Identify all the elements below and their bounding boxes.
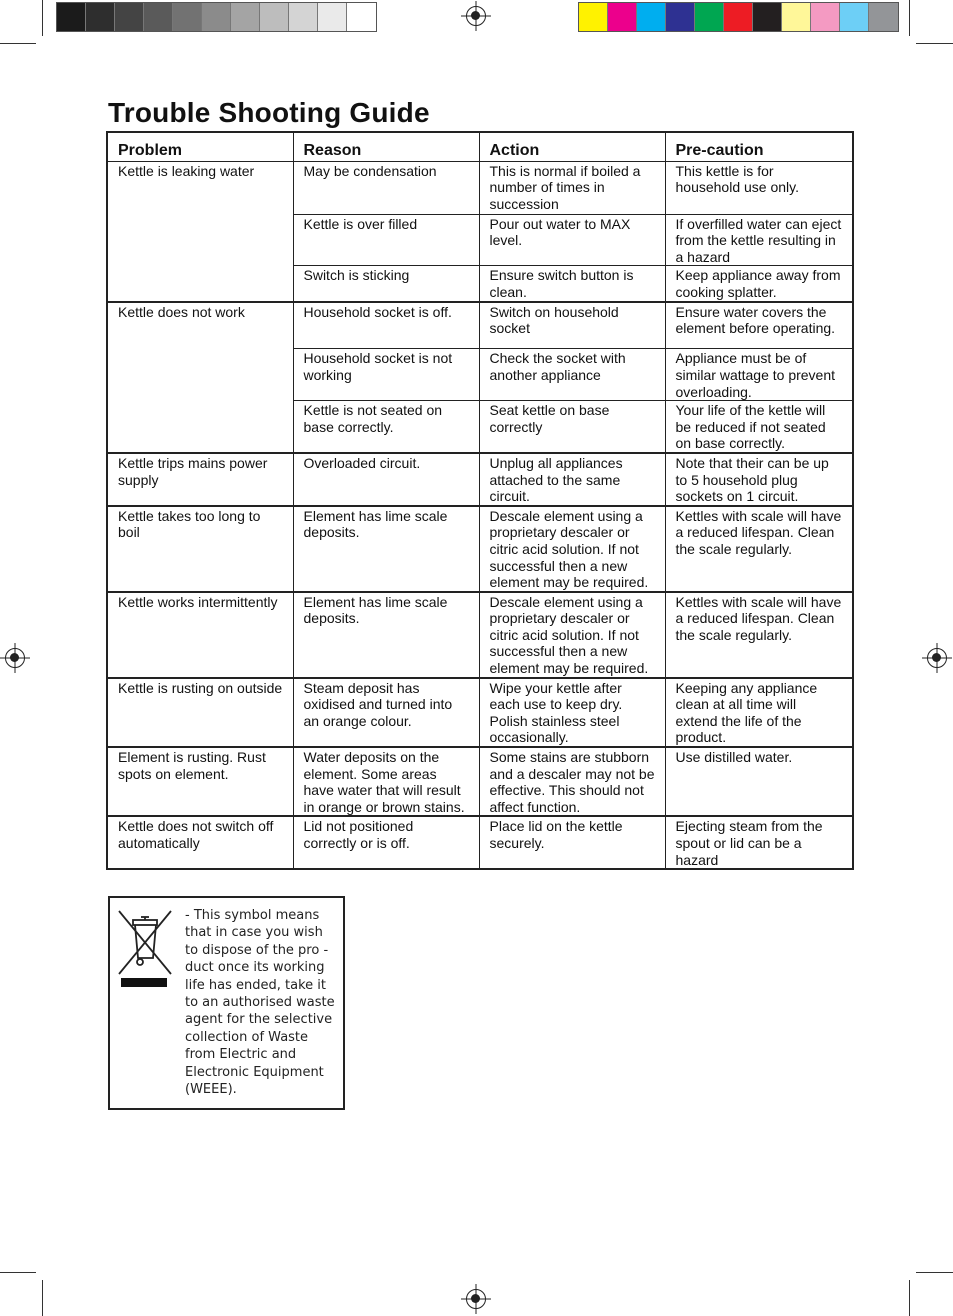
- color-swatch: [869, 3, 898, 31]
- registration-mark-icon: [5, 648, 25, 668]
- crop-mark: [916, 1272, 953, 1273]
- registration-mark-icon: [466, 1289, 486, 1309]
- reason-cell: Overloaded circuit.: [293, 453, 479, 506]
- color-swatch: [840, 3, 869, 31]
- table-row: [107, 161, 853, 214]
- problem-cell: Kettle does not switch off automatically: [107, 816, 293, 869]
- reason-cell: Water deposits on the element. Some areas have water that will result in orange or brown stains.: [293, 747, 479, 816]
- column-header-problem: Problem: [107, 132, 293, 161]
- color-swatch: [695, 3, 724, 31]
- weee-notice-box: [108, 896, 345, 1110]
- problem-cell: Kettle is leaking water: [107, 161, 293, 302]
- action-cell: Wipe your kettle after each use to keep dry. Polish stainless steel occasionally.: [479, 678, 665, 747]
- precaution-cell: Note that their can be up to 5 household plug sockets on 1 circuit.: [665, 453, 853, 506]
- color-swatch: [289, 3, 318, 31]
- crop-mark: [909, 1280, 910, 1316]
- color-swatch: [318, 3, 347, 31]
- precaution-cell: Use distilled water.: [665, 747, 853, 816]
- reason-cell: Steam deposit has oxidised and turned into an orange colour.: [293, 678, 479, 747]
- problem-cell: Kettle is rusting on outside: [107, 678, 293, 747]
- precaution-cell: Your life of the kettle will be reduced if not seated on base correctly.: [665, 401, 853, 453]
- action-cell: Pour out water to MAX level.: [479, 214, 665, 266]
- precaution-cell: Kettles with scale will have a reduced lifespan. Clean the scale regularly.: [665, 592, 853, 678]
- color-swatch: [57, 3, 86, 31]
- weee-bar-icon: [121, 978, 167, 987]
- column-header-action: Action: [479, 132, 665, 161]
- color-swatch: [637, 3, 666, 31]
- action-cell: Descale element using a proprietary descaler or citric acid solution. If not successful then a new element may be required.: [479, 506, 665, 592]
- reason-cell: Element has lime scale deposits.: [293, 506, 479, 592]
- weee-notice-text: - This symbol means that in case you wish to dispose of the pro - duct once its working life has ended, take it to an authorised waste agent for the selective collection of Waste from Electric and Electronic Equipment (WEEE).: [185, 908, 335, 1098]
- action-cell: Switch on household socket: [479, 302, 665, 349]
- problem-cell: Kettle does not work: [107, 302, 293, 453]
- color-swatch: [202, 3, 231, 31]
- process-color-bar: [578, 2, 899, 32]
- color-swatch: [260, 3, 289, 31]
- color-swatch: [231, 3, 260, 31]
- table-header-row: [107, 132, 853, 161]
- table-row: [107, 747, 853, 816]
- table-row: [107, 506, 853, 592]
- precaution-cell: Ejecting steam from the spout or lid can be a hazard: [665, 816, 853, 869]
- action-cell: Seat kettle on base correctly: [479, 401, 665, 453]
- color-swatch: [347, 3, 376, 31]
- action-cell: Unplug all appliances attached to the same circuit.: [479, 453, 665, 506]
- color-swatch: [753, 3, 782, 31]
- color-swatch: [724, 3, 753, 31]
- precaution-cell: If overfilled water can eject from the kettle resulting in a hazard: [665, 214, 853, 266]
- problem-cell: Kettle trips mains power supply: [107, 453, 293, 506]
- action-cell: This is normal if boiled a number of times in succession: [479, 161, 665, 214]
- action-cell: Descale element using a proprietary descaler or citric acid solution. If not successful then a new element may be required.: [479, 592, 665, 678]
- reason-cell: Lid not positioned correctly or is off.: [293, 816, 479, 869]
- table-row: [107, 592, 853, 678]
- registration-mark-icon: [927, 648, 947, 668]
- action-cell: Some stains are stubborn and a descaler may not be effective. This should not affect function.: [479, 747, 665, 816]
- crop-mark: [0, 1272, 36, 1273]
- column-header-precaution: Pre-caution: [665, 132, 853, 161]
- registration-mark-icon: [466, 6, 486, 26]
- reason-cell: Switch is sticking: [293, 266, 479, 302]
- color-swatch: [782, 3, 811, 31]
- reason-cell: Element has lime scale deposits.: [293, 592, 479, 678]
- reason-cell: Household socket is not working: [293, 349, 479, 401]
- precaution-cell: Ensure water covers the element before operating.: [665, 302, 853, 349]
- crop-mark: [916, 43, 953, 44]
- table-row: [107, 302, 853, 349]
- color-swatch: [115, 3, 144, 31]
- reason-cell: May be condensation: [293, 161, 479, 214]
- color-swatch: [811, 3, 840, 31]
- problem-cell: Kettle works intermittently: [107, 592, 293, 678]
- action-cell: Place lid on the kettle securely.: [479, 816, 665, 869]
- column-header-reason: Reason: [293, 132, 479, 161]
- reason-cell: Kettle is over filled: [293, 214, 479, 266]
- color-swatch: [579, 3, 608, 31]
- troubleshooting-table: [106, 131, 854, 870]
- page-title: Trouble Shooting Guide: [108, 97, 430, 128]
- color-swatch: [666, 3, 695, 31]
- reason-cell: Kettle is not seated on base correctly.: [293, 401, 479, 453]
- grayscale-color-bar: [56, 2, 377, 32]
- color-swatch: [608, 3, 637, 31]
- precaution-cell: Keep appliance away from cooking splatter.: [665, 266, 853, 302]
- crop-mark: [909, 0, 910, 36]
- table-row: [107, 453, 853, 506]
- table-row: [107, 816, 853, 869]
- reason-cell: Household socket is off.: [293, 302, 479, 349]
- precaution-cell: Kettles with scale will have a reduced lifespan. Clean the scale regularly.: [665, 506, 853, 592]
- color-swatch: [86, 3, 115, 31]
- precaution-cell: This kettle is for household use only.: [665, 161, 853, 214]
- problem-cell: Kettle takes too long to boil: [107, 506, 293, 592]
- table-row: [107, 678, 853, 747]
- crop-mark: [0, 43, 36, 44]
- precaution-cell: Appliance must be of similar wattage to prevent overloading.: [665, 349, 853, 401]
- color-swatch: [173, 3, 202, 31]
- action-cell: Ensure switch button is clean.: [479, 266, 665, 302]
- problem-cell: Element is rusting. Rust spots on element.: [107, 747, 293, 816]
- precaution-cell: Keeping any appliance clean at all time will extend the life of the product.: [665, 678, 853, 747]
- action-cell: Check the socket with another appliance: [479, 349, 665, 401]
- crossed-out-wheelie-bin-icon: [116, 908, 174, 978]
- crop-mark: [42, 0, 43, 36]
- color-swatch: [144, 3, 173, 31]
- crop-mark: [42, 1280, 43, 1316]
